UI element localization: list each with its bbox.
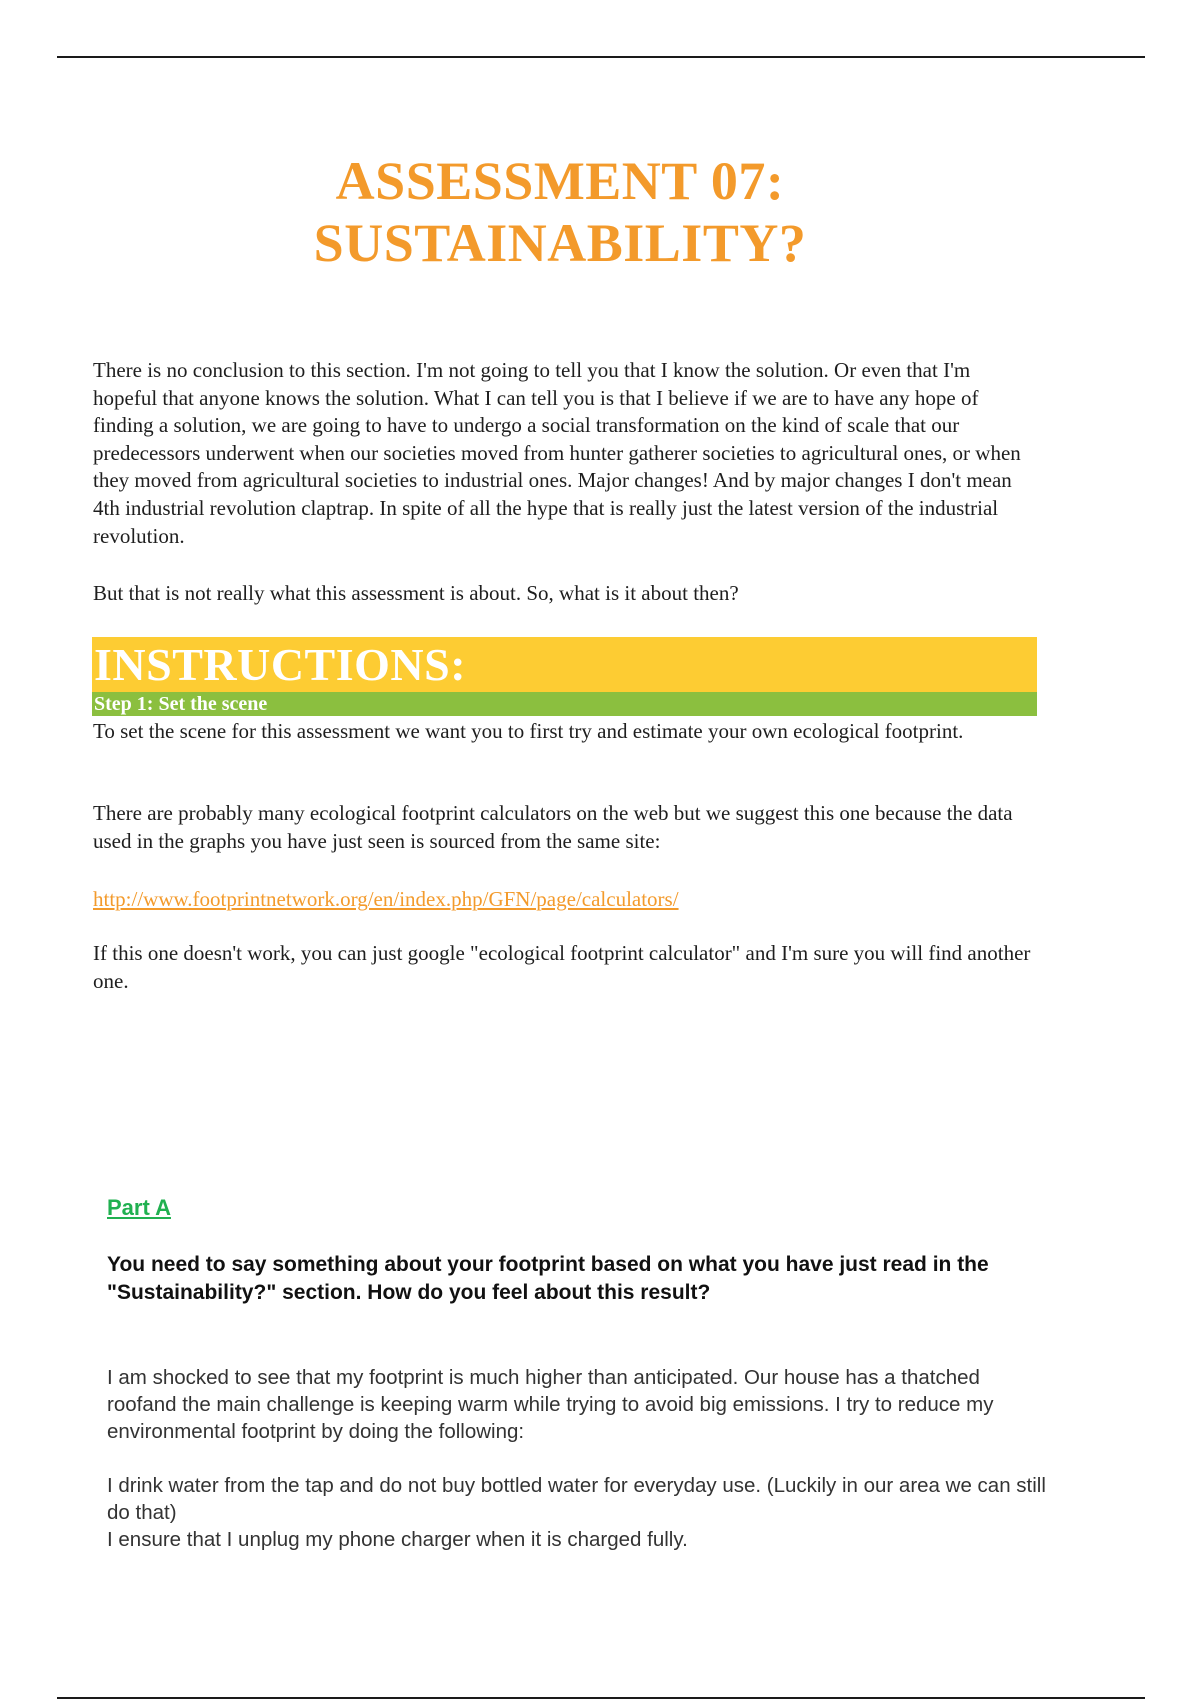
bottom-rule (57, 1697, 1145, 1699)
title-line-2: SUSTAINABILITY? (313, 213, 807, 273)
step1-heading: Step 1: Set the scene (92, 692, 1037, 716)
title-line-1: ASSESSMENT 07: (335, 151, 785, 211)
answer-item: I ensure that I unplug my phone charger when it is charged fully. (107, 1528, 688, 1551)
top-rule (57, 56, 1145, 58)
instructions-heading: INSTRUCTIONS: (92, 637, 1037, 692)
question-paragraph: But that is not really what this assessment is about. So, what is it about then? (93, 581, 739, 605)
intro-paragraph: There is no conclusion to this section. I'm not going to tell you that I know the solution. Or even that I'm hopeful that anyone knows the solution. What I can tell you is that I believe if we are to have any hope of finding a solution, we are going to have to undergo a social transformation on the kind of scale that our predecessors underwent when our societies moved from hunter gatherer societies to agricultural ones, or when they moved from agricultural societies to industrial ones. Major changes! And by major changes I don't mean 4th industrial revolution claptrap. In spite of all the hype that is really just the latest version of the industrial revolution. (93, 358, 1021, 548)
part-a-heading: Part A (107, 1195, 171, 1220)
calculator-paragraph: There are probably many ecological footprint calculators on the web but we suggest this one because the data used in the graphs you have just seen is sourced from the same site: (93, 801, 1013, 853)
step1-paragraph: To set the scene for this assessment we want you to first try and estimate your own ecological footprint. (93, 719, 964, 743)
answer-list (107, 1472, 1047, 1553)
answer-paragraph: I am shocked to see that my footprint is much higher than anticipated. Our house has a thatched roofand the main challenge is keeping warm while trying to avoid big emissions. I try to reduce my environmental footprint by doing the following: (107, 1366, 994, 1443)
calculator-link[interactable]: http://www.footprintnetwork.org/en/index.php/GFN/page/calculators/ (93, 887, 679, 911)
answer-item: I drink water from the tap and do not buy bottled water for everyday use. (Luckily in our area we can still do that) (107, 1474, 1046, 1524)
part-a-prompt: You need to say something about your footprint based on what you have just read in the "Sustainability?" section. How do you feel about this result? (107, 1253, 989, 1304)
document-title (0, 150, 1120, 274)
google-paragraph: If this one doesn't work, you can just google "ecological footprint calculator" and I'm sure you will find another one. (93, 941, 1031, 993)
